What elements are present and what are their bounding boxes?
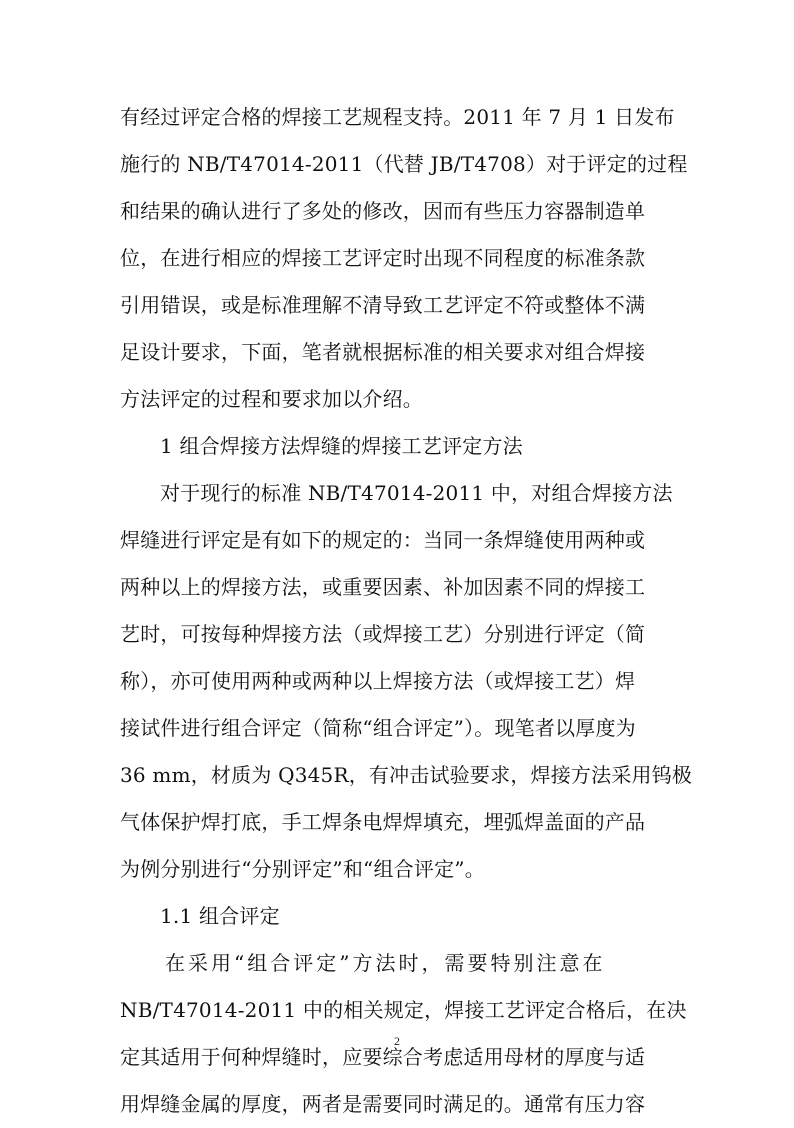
section-heading: 1 组合焊接方法焊缝的焊接工艺评定方法 (160, 434, 523, 458)
text-line: 和结果的确认进行了多处的修改，因而有些压力容器制造单 (120, 199, 646, 223)
text-line: 36 mm，材质为 Q345R，有冲击试验要求，焊接方法采用钨极 (120, 763, 693, 787)
text-line: 艺时，可按每种焊接方法（或焊接工艺）分别进行评定（简 (120, 622, 646, 646)
text-line: 在采用“组合评定”方法时，需要特别注意在 (165, 951, 606, 975)
text-line: 位，在进行相应的焊接工艺评定时出现不同程度的标准条款 (120, 246, 646, 270)
text-line: 引用错误，或是标准理解不清导致工艺评定不符或整体不满 (120, 293, 646, 317)
text-line: 足设计要求，下面，笔者就根据标准的相关要求对组合焊接 (120, 340, 646, 364)
document-body (120, 94, 693, 1128)
text-line: 用焊缝金属的厚度，两者是需要同时满足的。通常有压力容 (120, 1092, 646, 1116)
text-line: 接试件进行组合评定（简称“组合评定”）。现笔者以厚度为 (120, 716, 636, 740)
subsection-heading: 1.1 组合评定 (160, 904, 280, 928)
text-line: 对于现行的标准 NB/T47014-2011 中，对组合焊接方法 (160, 481, 673, 505)
text-line: 方法评定的过程和要求加以介绍。 (120, 387, 423, 411)
text-line: 施行的 NB/T47014-2011（代替 JB/T4708）对于评定的过程 (120, 152, 688, 176)
text-line: 为例分别进行“分别评定”和“组合评定”。 (120, 857, 485, 881)
page-number: 2 (394, 1034, 400, 1048)
text-line: 焊缝进行评定是有如下的规定的：当同一条焊缝使用两种或 (120, 528, 646, 552)
text-line: 气体保护焊打底，手工焊条电焊焊填充，埋弧焊盖面的产品 (120, 810, 646, 834)
text-line: NB/T47014-2011 中的相关规定，焊接工艺评定合格后，在决 (120, 998, 687, 1022)
text-line: 定其适用于何种焊缝时，应要综合考虑适用母材的厚度与适 (120, 1045, 646, 1069)
text-line: 称），亦可使用两种或两种以上焊接方法（或焊接工艺）焊 (120, 669, 636, 693)
text-line: 有经过评定合格的焊接工艺规程支持。2011 年 7 月 1 日发布 (120, 105, 675, 129)
text-line: 两种以上的焊接方法，或重要因素、补加因素不同的焊接工 (120, 575, 646, 599)
